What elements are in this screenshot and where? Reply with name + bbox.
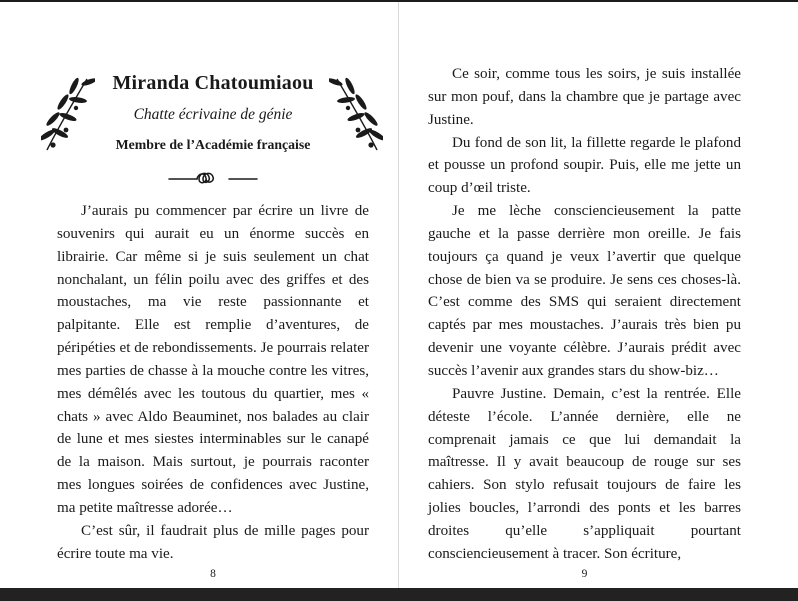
author-title: Miranda Chatoumiaou (112, 72, 314, 94)
left-page (0, 2, 398, 588)
chapter-heading (57, 72, 369, 153)
knot-flourish-icon (57, 168, 369, 188)
right-page-body (428, 63, 741, 566)
author-affiliation: Membre de l’Académie française (115, 137, 311, 152)
paragraph: C’est sûr, il faudrait plus de mille pages pour écrire toute ma vie. (57, 522, 369, 562)
left-page-body (57, 200, 369, 566)
bottom-edge-bar (0, 588, 798, 601)
olive-branch-right-icon (329, 74, 383, 154)
right-page (399, 2, 798, 588)
author-subtitle: Chatte écrivaine de génie (133, 106, 293, 123)
olive-branch-left-icon (41, 74, 95, 154)
page-number-left: 8 (210, 568, 216, 580)
page-number-right: 9 (581, 568, 588, 580)
paragraph: Je me lèche consciencieusement la patte gauche et la passe derrière mon oreille. Je fais toujours ça quand je veux l’avertir que quelque chose de bien va se produire. Je sens ces choses-là. C’est comme des SMS qui seraient directement captés par mes moustaches. J’aurais très bien pu devenir une voyante célèbre. J’aurais prédit avec succès l’avenir aux grandes stars du show-biz… (428, 203, 741, 379)
paragraph: Du fond de son lit, la fillette regarde le plafond et pousse un profond soupir. Puis, elle me jette un coup d’œil triste. (428, 134, 741, 197)
paragraph: Pauvre Justine. Demain, c’est la rentrée. Elle déteste l’école. L’année dernière, elle ne comprenait jamais ce que lui demandait la maîtresse. Il y avait beaucoup de rouge sur ses cahiers. Son stylo refusait toujours de faire les jolies boucles, l’arrondi des ponts et les barres droites qu’elle s’appliquait pourtant consciencieusement à tracer. Son écriture, (428, 385, 741, 562)
paragraph: J’aurais pu commencer par écrire un livre de souvenirs qui aurait eu un énorme succès en librairie. Car même si je suis seulement un chat nonchalant, un félin poilu avec des griffes et des moustaches, ma vie reste passionnante et palpitante. Elle est remplie d’aventures, de péripéties et de rebondissements. Je pourrais relater mes parties de chasse à la mouche contre les vitres, mes démêlés avec les toutous du quartier, mes « chats » avec Aldo Beauminet, nos balades au clair de lune et mes siestes interminables sur le canapé de la maison. Mais surtout, je pourrais raconter mes longues soirées de confidences avec Justine, ma petite maîtresse adorée… (57, 203, 369, 516)
paragraph: Ce soir, comme tous les soirs, je suis installée sur mon pouf, dans la chambre que je partage avec Justine. (428, 66, 741, 128)
